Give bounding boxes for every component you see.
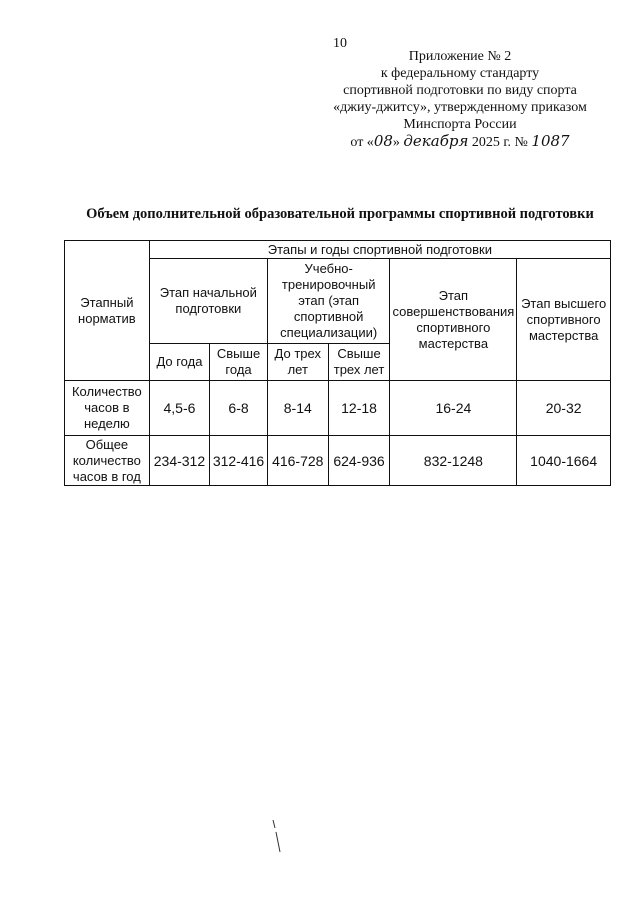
appendix-line: «джиу-джитсу», утвержденному приказом [333, 100, 587, 115]
appendix-line: Минспорта России [403, 117, 517, 132]
order-number-handwritten: 1087 [531, 132, 570, 150]
stage-improvement-header: Этап совершенствования спортивного мастерства [390, 259, 517, 381]
table-row [65, 436, 611, 486]
sub-initial-1: До года [149, 344, 209, 381]
stages-header: Этапы и годы спортивной подготовки [149, 241, 610, 259]
table-cell: 312-416 [210, 436, 268, 486]
sub-initial-2: Свыше года [210, 344, 268, 381]
order-day-handwritten: 08 [373, 132, 393, 150]
order-year: 2025 г. № [471, 135, 528, 150]
table-cell: 12-18 [328, 381, 390, 436]
sub-training-2: Свыше трех лет [328, 344, 390, 381]
table-header-row [65, 241, 611, 259]
table-cell: 6-8 [210, 381, 268, 436]
sub-training-1: До трех лет [267, 344, 328, 381]
stage-training-header: Учебно-тренировочный этап (этап спортивной специализации) [267, 259, 390, 344]
table-cell: 624-936 [328, 436, 390, 486]
order-date-line [310, 133, 610, 151]
document-title: Объем дополнительной образовательной программы спортивной подготовки [86, 206, 594, 222]
table-cell: 8-14 [267, 381, 328, 436]
table-cell: 16-24 [390, 381, 517, 436]
page-number: 10 [333, 36, 347, 51]
appendix-line: спортивной подготовки по виду спорта [343, 83, 577, 98]
table-cell: 416-728 [267, 436, 328, 486]
table-cell: 20-32 [517, 381, 611, 436]
appendix-header [310, 48, 610, 151]
order-date-prefix: от « [350, 135, 374, 150]
table-cell: 234-312 [149, 436, 209, 486]
norm-header: Этапный норматив [65, 241, 150, 381]
order-date-mid: » [392, 135, 400, 150]
table-cell: 4,5-6 [149, 381, 209, 436]
appendix-line: к федеральному стандарту [380, 66, 540, 81]
program-volume-table [64, 240, 611, 486]
table-cell: 1040-1664 [517, 436, 611, 486]
table-cell: 832-1248 [390, 436, 517, 486]
stage-higher-header: Этап высшего спортивного мастерства [517, 259, 611, 381]
order-month-handwritten: декабря [403, 132, 469, 150]
stage-initial-header: Этап начальной подготовки [149, 259, 267, 344]
row-label: Общее количество часов в год [65, 436, 150, 486]
row-label: Количество часов в неделю [65, 381, 150, 436]
scan-mark-icon [270, 818, 282, 858]
appendix-line: Приложение № 2 [408, 49, 512, 64]
table-row [65, 381, 611, 436]
